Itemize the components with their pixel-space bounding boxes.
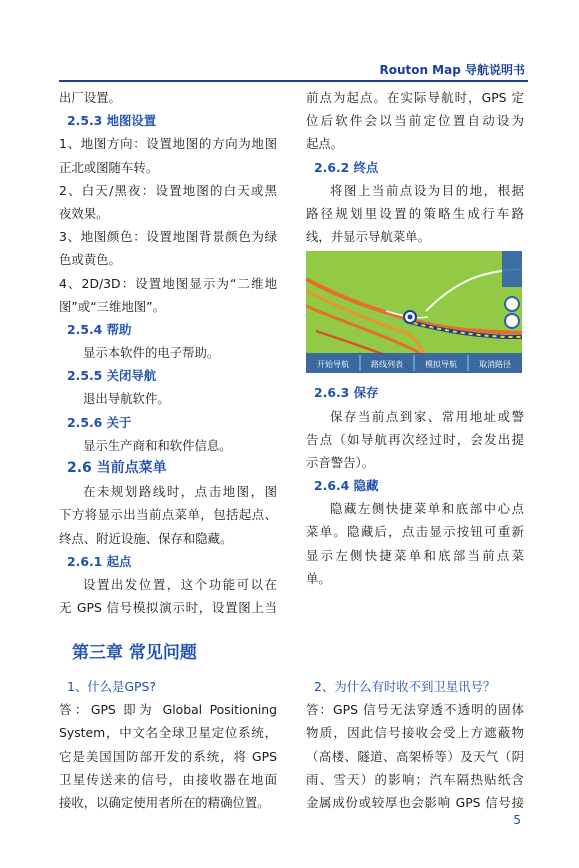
text-line: 3、地图颜色：设置地图背景颜色为绿 — [59, 229, 277, 245]
text-line: 隐藏左侧快捷菜单和底部中心点 — [330, 501, 524, 517]
text-line: 位后软件会以当前定位置自动设为 — [306, 113, 524, 129]
text-line: 图”或“三维地图”。 — [59, 298, 165, 314]
text-line: 2、白天/黑夜：设置地图的白天或黑 — [59, 182, 277, 198]
map-screenshot — [306, 251, 522, 373]
text-line: 正北或图随车转。 — [59, 159, 159, 175]
text-line: 菜单。隐藏后，点击显示按钮可重新 — [306, 524, 524, 540]
text-line: 4、2D/3D：设置地图显示为“二维地 — [59, 275, 277, 291]
faq-answer-line: 答：GPS 信号无法穿透不透明的固体 — [306, 702, 524, 718]
text-line: 夜效果。 — [59, 205, 109, 221]
faq-item-2 — [306, 675, 524, 814]
map-button-start-navigation[interactable]: 开始导航 — [317, 360, 349, 370]
text-line: 出厂设置。 — [59, 90, 121, 105]
section-heading-2-6-3: 2.6.3 保存 — [314, 385, 379, 401]
section-heading-2-6-4: 2.6.4 隐藏 — [314, 478, 379, 494]
chapter-title: 第三章 常见问题 — [72, 643, 197, 663]
faq-answer-line: System，中文名全球卫星定位系统， — [59, 725, 277, 741]
text-line: 终点、附近设施、保存和隐藏。 — [59, 530, 233, 546]
section-heading-2-5-6: 2.5.6 关于 — [67, 414, 132, 430]
right-column — [306, 86, 524, 590]
section-heading-2-5-4: 2.5.4 帮助 — [67, 321, 132, 337]
text-line: 将图上当前点设为目的地，根据 — [330, 182, 524, 198]
text-line: 1、地图方向：设置地图的方向为地图 — [59, 136, 277, 152]
text-line: 前点为起点。在实际导航时，GPS 定 — [306, 90, 524, 105]
map-button-simulate[interactable]: 模拟导航 — [425, 360, 457, 370]
header-rule — [59, 80, 528, 82]
text-line: 告点（如导航再次经过时，会发出提 — [306, 431, 524, 447]
map-button-route-list[interactable]: 路线列表 — [371, 360, 403, 370]
text-line: 色或黄色。 — [59, 252, 121, 268]
text-line: 示音警告）。 — [306, 454, 375, 470]
text-line: 保存当前点到家、常用地址或警 — [330, 408, 524, 424]
faq-question: 2、为什么有时收不到卫星讯号？ — [314, 679, 496, 694]
text-line: 显示生产商和和软件信息。 — [83, 437, 232, 453]
text-line: 设置出发位置，这个功能可以在 — [83, 576, 277, 592]
section-heading-2-6-1: 2.6.1 起点 — [67, 553, 132, 569]
map-image — [306, 251, 522, 373]
page-number: 5 — [513, 813, 521, 827]
faq-answer-line: 它是美国国防部开发的系统，将 GPS — [59, 748, 277, 764]
text-line: 线，并显示导航菜单。 — [306, 229, 430, 245]
faq-answer-line: 接收，以确定使用者所在的精确位置。 — [59, 794, 270, 810]
text-line: 在未规划路线时，点击地图，图 — [83, 484, 277, 500]
text-line: 下方将显示出当前点菜单，包括起点、 — [59, 507, 277, 523]
faq-answer-line: （高楼、隧道、高架桥等）及天气（阴 — [306, 748, 524, 764]
text-line: 路径规划里设置的策略生成行车路 — [306, 205, 524, 221]
faq-answer-line: 金属成份或较厚也会影响 GPS 信号接 — [306, 794, 524, 810]
header-title: Routon Map 导航说明书 — [379, 63, 525, 77]
section-heading-2-6: 2.6 当前点菜单 — [67, 460, 167, 476]
faq-answer-line: 物质，因此信号接收会受上方遮蔽物 — [306, 725, 524, 741]
text-line: 无 GPS 信号模拟演示时，设置图上当 — [59, 600, 277, 616]
left-column — [59, 86, 277, 619]
faq-answer-line: 雨、雪天）的影响；汽车隔热贴纸含 — [306, 771, 524, 787]
section-heading-2-5-3: 2.5.3 地图设置 — [67, 113, 157, 129]
faq-item-1 — [59, 675, 277, 814]
section-heading-2-6-2: 2.6.2 终点 — [314, 159, 379, 175]
text-line: 单。 — [306, 570, 331, 586]
map-button-cancel-route[interactable]: 取消路径 — [479, 360, 511, 370]
text-line: 起点。 — [306, 136, 344, 152]
text-line: 退出导航软件。 — [83, 391, 170, 407]
faq-question: 1、什么是GPS? — [67, 679, 156, 694]
text-line: 显示本软件的电子帮助。 — [83, 345, 220, 361]
text-line: 显示左侧快捷菜单和底部当前点菜 — [306, 547, 524, 563]
faq-answer-line: 卫星传送来的信号，由接收器在地面 — [59, 771, 277, 787]
section-heading-2-5-5: 2.5.5 关闭导航 — [67, 368, 157, 384]
faq-answer-line: 答：GPS 即为 Global Positioning — [59, 702, 277, 718]
